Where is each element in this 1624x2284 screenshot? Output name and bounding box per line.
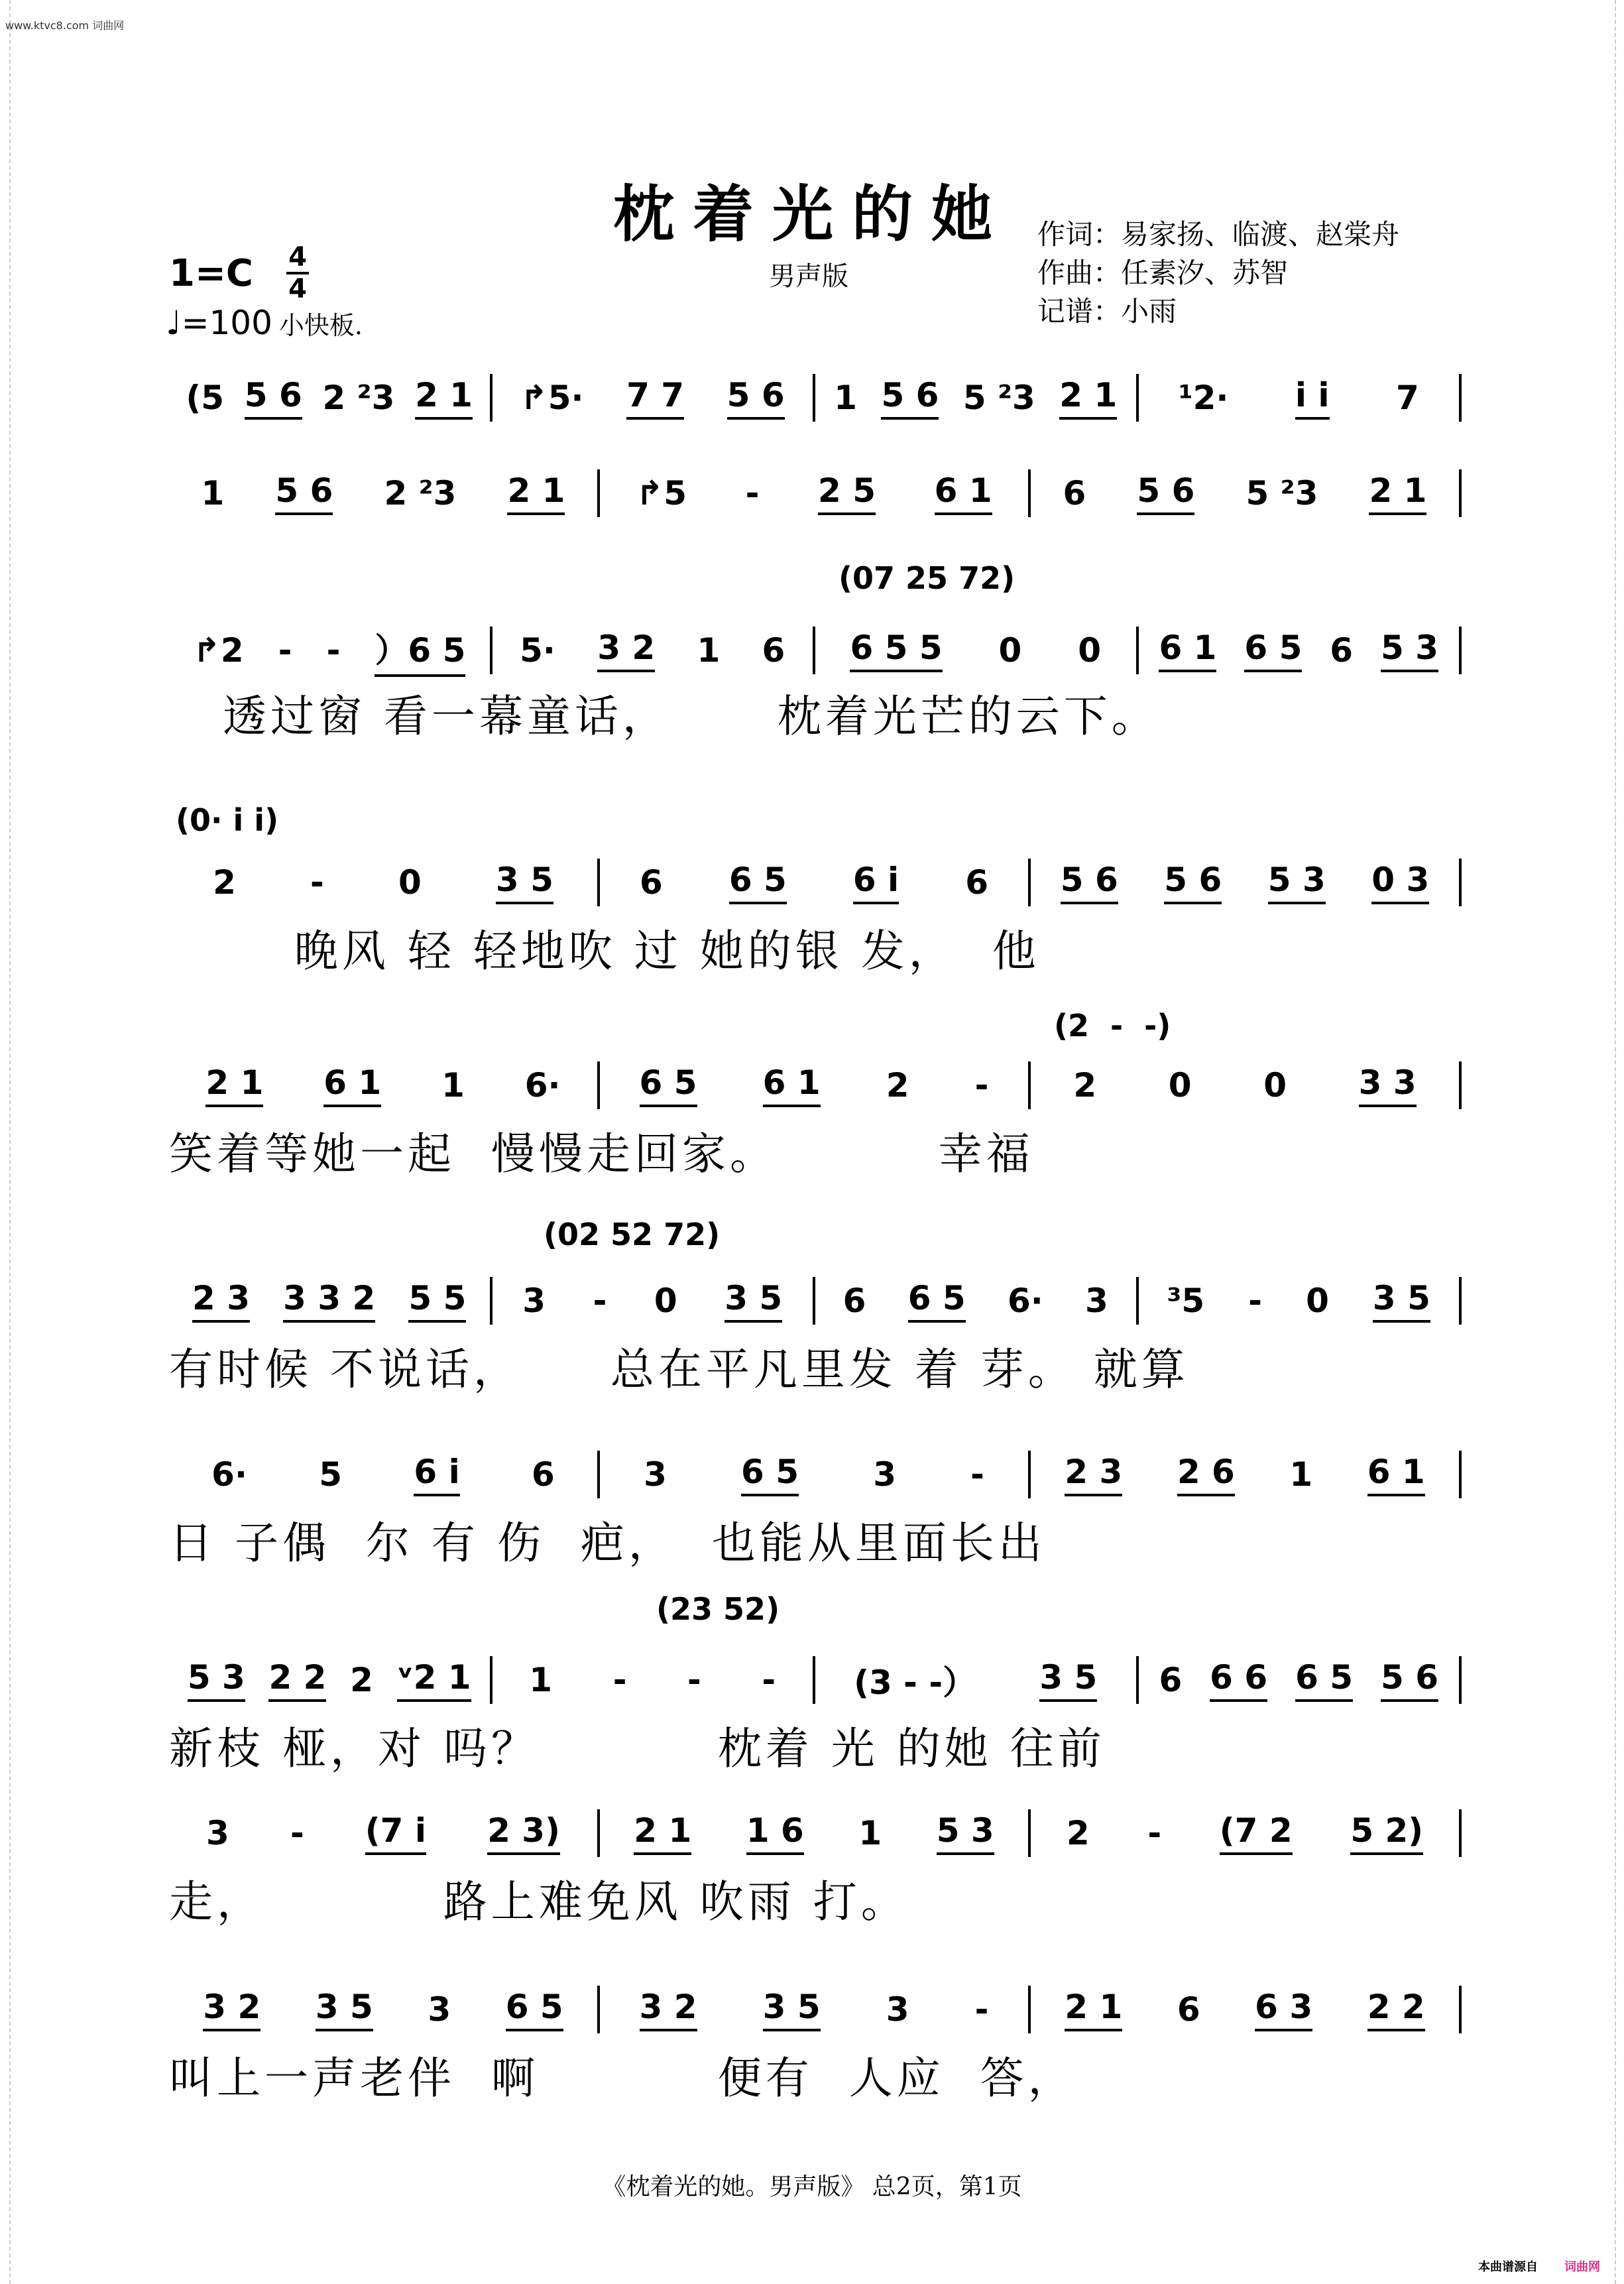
note-group: i i [1295,376,1330,420]
note-group: 6 [532,1455,555,1494]
tempo [166,304,363,342]
note-group: 5 6 [727,376,785,420]
measure [169,1988,597,2031]
note-group: 0 [998,631,1022,670]
barline [1459,1061,1462,1109]
lyrics-line: 新枝 桠，对 吗？ 枕着 光 的她 往前 [169,1723,1106,1774]
barline [1459,859,1462,906]
note-group: 1 [201,474,225,512]
measure [493,629,813,672]
note-group: 6 5 5 [850,629,942,672]
note-group: 3 [886,1990,909,2029]
note-group: 3 2 [640,1988,697,2031]
measure [1031,1811,1459,1855]
note-group: 1 [1289,1455,1313,1494]
note-group: 1 [697,631,721,670]
note-group: 0 [1263,1066,1287,1105]
composer: 作曲：任素汐、苏智 [1037,257,1289,289]
note-group: 6 1 [935,471,992,515]
tempo-text: 小快板. [278,311,363,340]
version-label: 男声版 [769,261,848,292]
note-group: 3 5 [725,1279,782,1323]
accompaniment-note: (2 - -) [1054,1008,1171,1044]
note-group: 6· [524,1066,561,1105]
note-group: 3 3 2 [283,1279,375,1323]
measure [169,1279,490,1323]
source-label: 本曲谱源自 [1478,2260,1538,2274]
note-group: 5 6 [881,376,939,420]
barline [1459,1451,1462,1498]
note-group: 2 [1073,1066,1097,1105]
barline [1459,1986,1462,2033]
note-group: 2 ²3 [322,379,395,417]
barline [1459,469,1462,517]
notation-row [169,1451,1462,1498]
notation-row [169,1656,1462,1704]
note-group: 2 6 [1177,1453,1235,1496]
notation-row [169,1809,1462,1857]
note-group: 2 [1066,1814,1090,1852]
page-edge-left [9,0,11,2284]
note-group: 2 1 [507,471,565,515]
key-signature: 1=C [169,252,253,295]
measure [600,1453,1028,1496]
measure [1031,861,1459,904]
lyrics-line: 有时候 不说话， 总在平凡里发 着 芽。 就算 [169,1344,1189,1395]
note-group: 6 1 [323,1063,381,1107]
note-group: 2 1 [1369,471,1426,515]
note-group: (7 2 [1220,1811,1293,1855]
note-group: 3 [522,1282,546,1320]
measure [169,624,490,677]
note-group: 7 7 [626,376,684,420]
note-group: 2 3 [192,1279,250,1323]
measure [1031,1453,1459,1496]
note-group: 3 3 [1359,1063,1417,1107]
note-group: 1 [834,379,858,417]
note-group: - [970,1455,984,1494]
note-group: ¹2· [1178,379,1229,417]
measure [815,1279,1136,1323]
measure [493,1279,813,1323]
measure [600,1811,1028,1855]
note-group: - [745,474,760,512]
watermark: www.ktvc8.com 词曲网 [5,19,125,32]
note-group: 1 [858,1814,882,1852]
note-group: 6 5 [640,1063,697,1107]
note-group: 2 3) [487,1811,560,1855]
credits [1037,215,1399,331]
note-group: 3 [1085,1282,1108,1320]
note-group: 6 5 [729,861,787,904]
note-group: 6· [1007,1282,1043,1320]
measure [169,376,490,420]
note-group: ᵛ2 1 [397,1658,471,1702]
note-group: 0 3 [1371,861,1429,904]
measure [1031,1063,1459,1107]
note-group: 6 5 [506,1988,563,2031]
note-group: 6 [762,631,785,670]
measure [600,1988,1028,2031]
time-signature [286,244,309,302]
note-group: 3 5 [763,1988,821,2031]
note-group: 6 5 [1295,1658,1353,1702]
lyrics-line: 透过窗 看一幕童话， 枕着光芒的云下。 [169,691,1159,742]
note-group: 1 [529,1661,553,1699]
note-group: 5 3 [1268,861,1326,904]
note-group: 6 6 [1210,1658,1267,1702]
note-group: 2 2 [1367,1988,1425,2031]
measure [493,1661,813,1699]
note-group: 6 i [414,1453,459,1496]
note-group: 5 5 [408,1279,466,1323]
note-group: 6· [211,1455,247,1494]
barline [1459,374,1462,422]
note-group: 0 [1306,1282,1329,1320]
note-group: 3 [428,1990,451,2029]
note-group: 3 5 [316,1988,373,2031]
notation-row [169,1061,1462,1109]
source-note [1478,2257,1600,2275]
note-group: 1 6 [746,1811,804,1855]
note-group: 5 6 [1061,861,1118,904]
note-group: 6 1 [763,1063,821,1107]
accompaniment-note: (0· i i) [176,802,279,838]
note-group: 0 [398,863,422,902]
note-group: 5 3 [1381,629,1438,672]
note-group: (7 i [365,1811,426,1855]
note-group: ）6 5 [375,624,465,677]
measure [169,861,597,904]
note-group: 3 [644,1455,667,1494]
note-group: 5 ²3 [962,379,1035,417]
measure [1031,1988,1459,2031]
measure [815,376,1136,420]
song-title: 枕着光的她 [612,178,1011,250]
note-group: 6 [1159,1661,1183,1699]
note-group: - [278,631,292,670]
page-footer: 《枕着光的她。男声版》 总2页，第1页 [602,2173,1022,2200]
note-group: 5 6 [1164,861,1222,904]
note-group: - [326,631,341,670]
note-group: 6 5 [908,1279,966,1323]
tempo-value: ♩=100 [166,304,272,342]
notation-row [169,374,1462,422]
note-group: - [593,1282,607,1320]
note-group: 2 [350,1661,373,1699]
meter-bottom: 4 [288,274,307,304]
note-group: 2 ²3 [384,474,457,512]
measure [1139,1658,1460,1702]
measure [169,1658,490,1702]
note-group: - [612,1661,627,1699]
transcriber: 记谱：小雨 [1037,295,1177,328]
note-group: 5 6 [275,471,333,515]
note-group: ³5 [1167,1282,1205,1320]
note-group: 2 [213,863,236,902]
note-group: 2 3 [1065,1453,1122,1496]
note-group: - [1248,1282,1263,1320]
note-group: (3 - -） [854,1663,976,1702]
note-group: 3 2 [203,1988,261,2031]
note-group: 5 6 [245,376,302,420]
accompaniment-note: (02 52 72) [544,1217,721,1252]
note-group: 5· [520,631,555,670]
measure [1031,471,1459,515]
note-group: 6 [842,1282,866,1320]
note-group: - [310,863,324,902]
note-group: - [974,1066,989,1105]
measure [1139,376,1460,420]
note-group: 6 1 [1367,1453,1425,1496]
notation-row [169,469,1462,517]
note-group: 5 2) [1350,1811,1423,1855]
measure [493,376,813,420]
note-group: - [974,1990,989,2029]
notation-row [169,1277,1462,1325]
lyricist: 作词：易家扬、临渡、赵棠舟 [1037,218,1400,251]
note-group: - [762,1661,776,1699]
note-group: 6 5 [1244,629,1302,672]
note-group: 6 [1063,474,1086,512]
barline [1459,1656,1462,1704]
note-group: 0 [1168,1066,1192,1105]
note-group: 2 [886,1066,909,1105]
note-group: ↱2 [193,631,244,670]
measure [169,1811,597,1855]
note-group: - [1147,1814,1162,1852]
note-group: (5 [186,379,225,417]
note-group: 6 5 [741,1453,799,1496]
note-group: 2 1 [205,1063,263,1107]
note-group: 3 [206,1814,229,1852]
note-group: 5 6 [1381,1658,1438,1702]
note-group: 6 i [853,861,899,904]
lyrics-line: 叫上一声老伴 啊 便有 人应 答， [169,2053,1076,2104]
measure [169,1453,597,1496]
notation-row [169,624,1462,677]
note-group: 0 [654,1282,677,1320]
note-group: 1 [441,1066,465,1105]
measure [600,471,1028,515]
note-group: 5 3 [937,1811,994,1855]
accompaniment-note: (23 52) [656,1591,780,1627]
barline [1459,1277,1462,1325]
measure [600,1063,1028,1107]
note-group: 3 2 [597,629,655,672]
source-brand: 词曲网 [1564,2260,1600,2274]
note-group: 3 [873,1455,896,1494]
note-group: 5 6 [1137,471,1194,515]
measure [600,861,1028,904]
note-group: - [290,1814,304,1852]
measure [169,1063,597,1107]
note-group: 6 1 [1159,629,1216,672]
lyrics-line: 晚风 轻 轻地吹 过 她的银 发， 他 [169,926,1040,977]
accompaniment-note: (07 25 72) [839,560,1015,596]
note-group: 3 5 [496,861,553,904]
note-group: 7 [1395,379,1419,417]
measure [1139,629,1460,672]
note-group: 3 5 [1039,1658,1097,1702]
note-group: 6 [1177,1990,1200,2029]
note-group: ↱5 [636,474,687,512]
meter-top: 4 [288,242,307,272]
note-group: 5 3 [188,1658,245,1702]
notation-row [169,859,1462,906]
lyrics-line: 日 子偶 尔 有 伤 疤， 也能从里面长出 [169,1518,1046,1569]
measure [815,1656,1136,1704]
note-group: 0 [1078,631,1102,670]
note-group: 2 5 [818,471,876,515]
note-group: 6 [965,863,988,902]
barline [1459,627,1462,674]
note-group: ↱5· [520,379,584,417]
note-group: 2 1 [1059,376,1117,420]
note-group: - [687,1661,701,1699]
note-group: 2 1 [415,376,473,420]
note-group: 5 [319,1455,343,1494]
measure [1139,1279,1460,1323]
lyrics-line: 笑着等她一起 慢慢走回家。 幸福 [169,1128,1034,1179]
note-group: 2 1 [634,1811,691,1855]
note-group: 5 ²3 [1246,474,1318,512]
lyrics-line: 走， 路上难免风 吹雨 打。 [169,1876,909,1927]
measure [815,629,1136,672]
note-group: 2 2 [268,1658,326,1702]
barline [1459,1809,1462,1857]
notation-row [169,1986,1462,2033]
note-group: 6 [640,863,663,902]
note-group: 2 1 [1065,1988,1122,2031]
measure [169,471,597,515]
note-group: 6 [1330,631,1354,670]
page-edge-right [1615,0,1616,2284]
note-group: 6 3 [1255,1988,1312,2031]
note-group: 3 5 [1373,1279,1430,1323]
